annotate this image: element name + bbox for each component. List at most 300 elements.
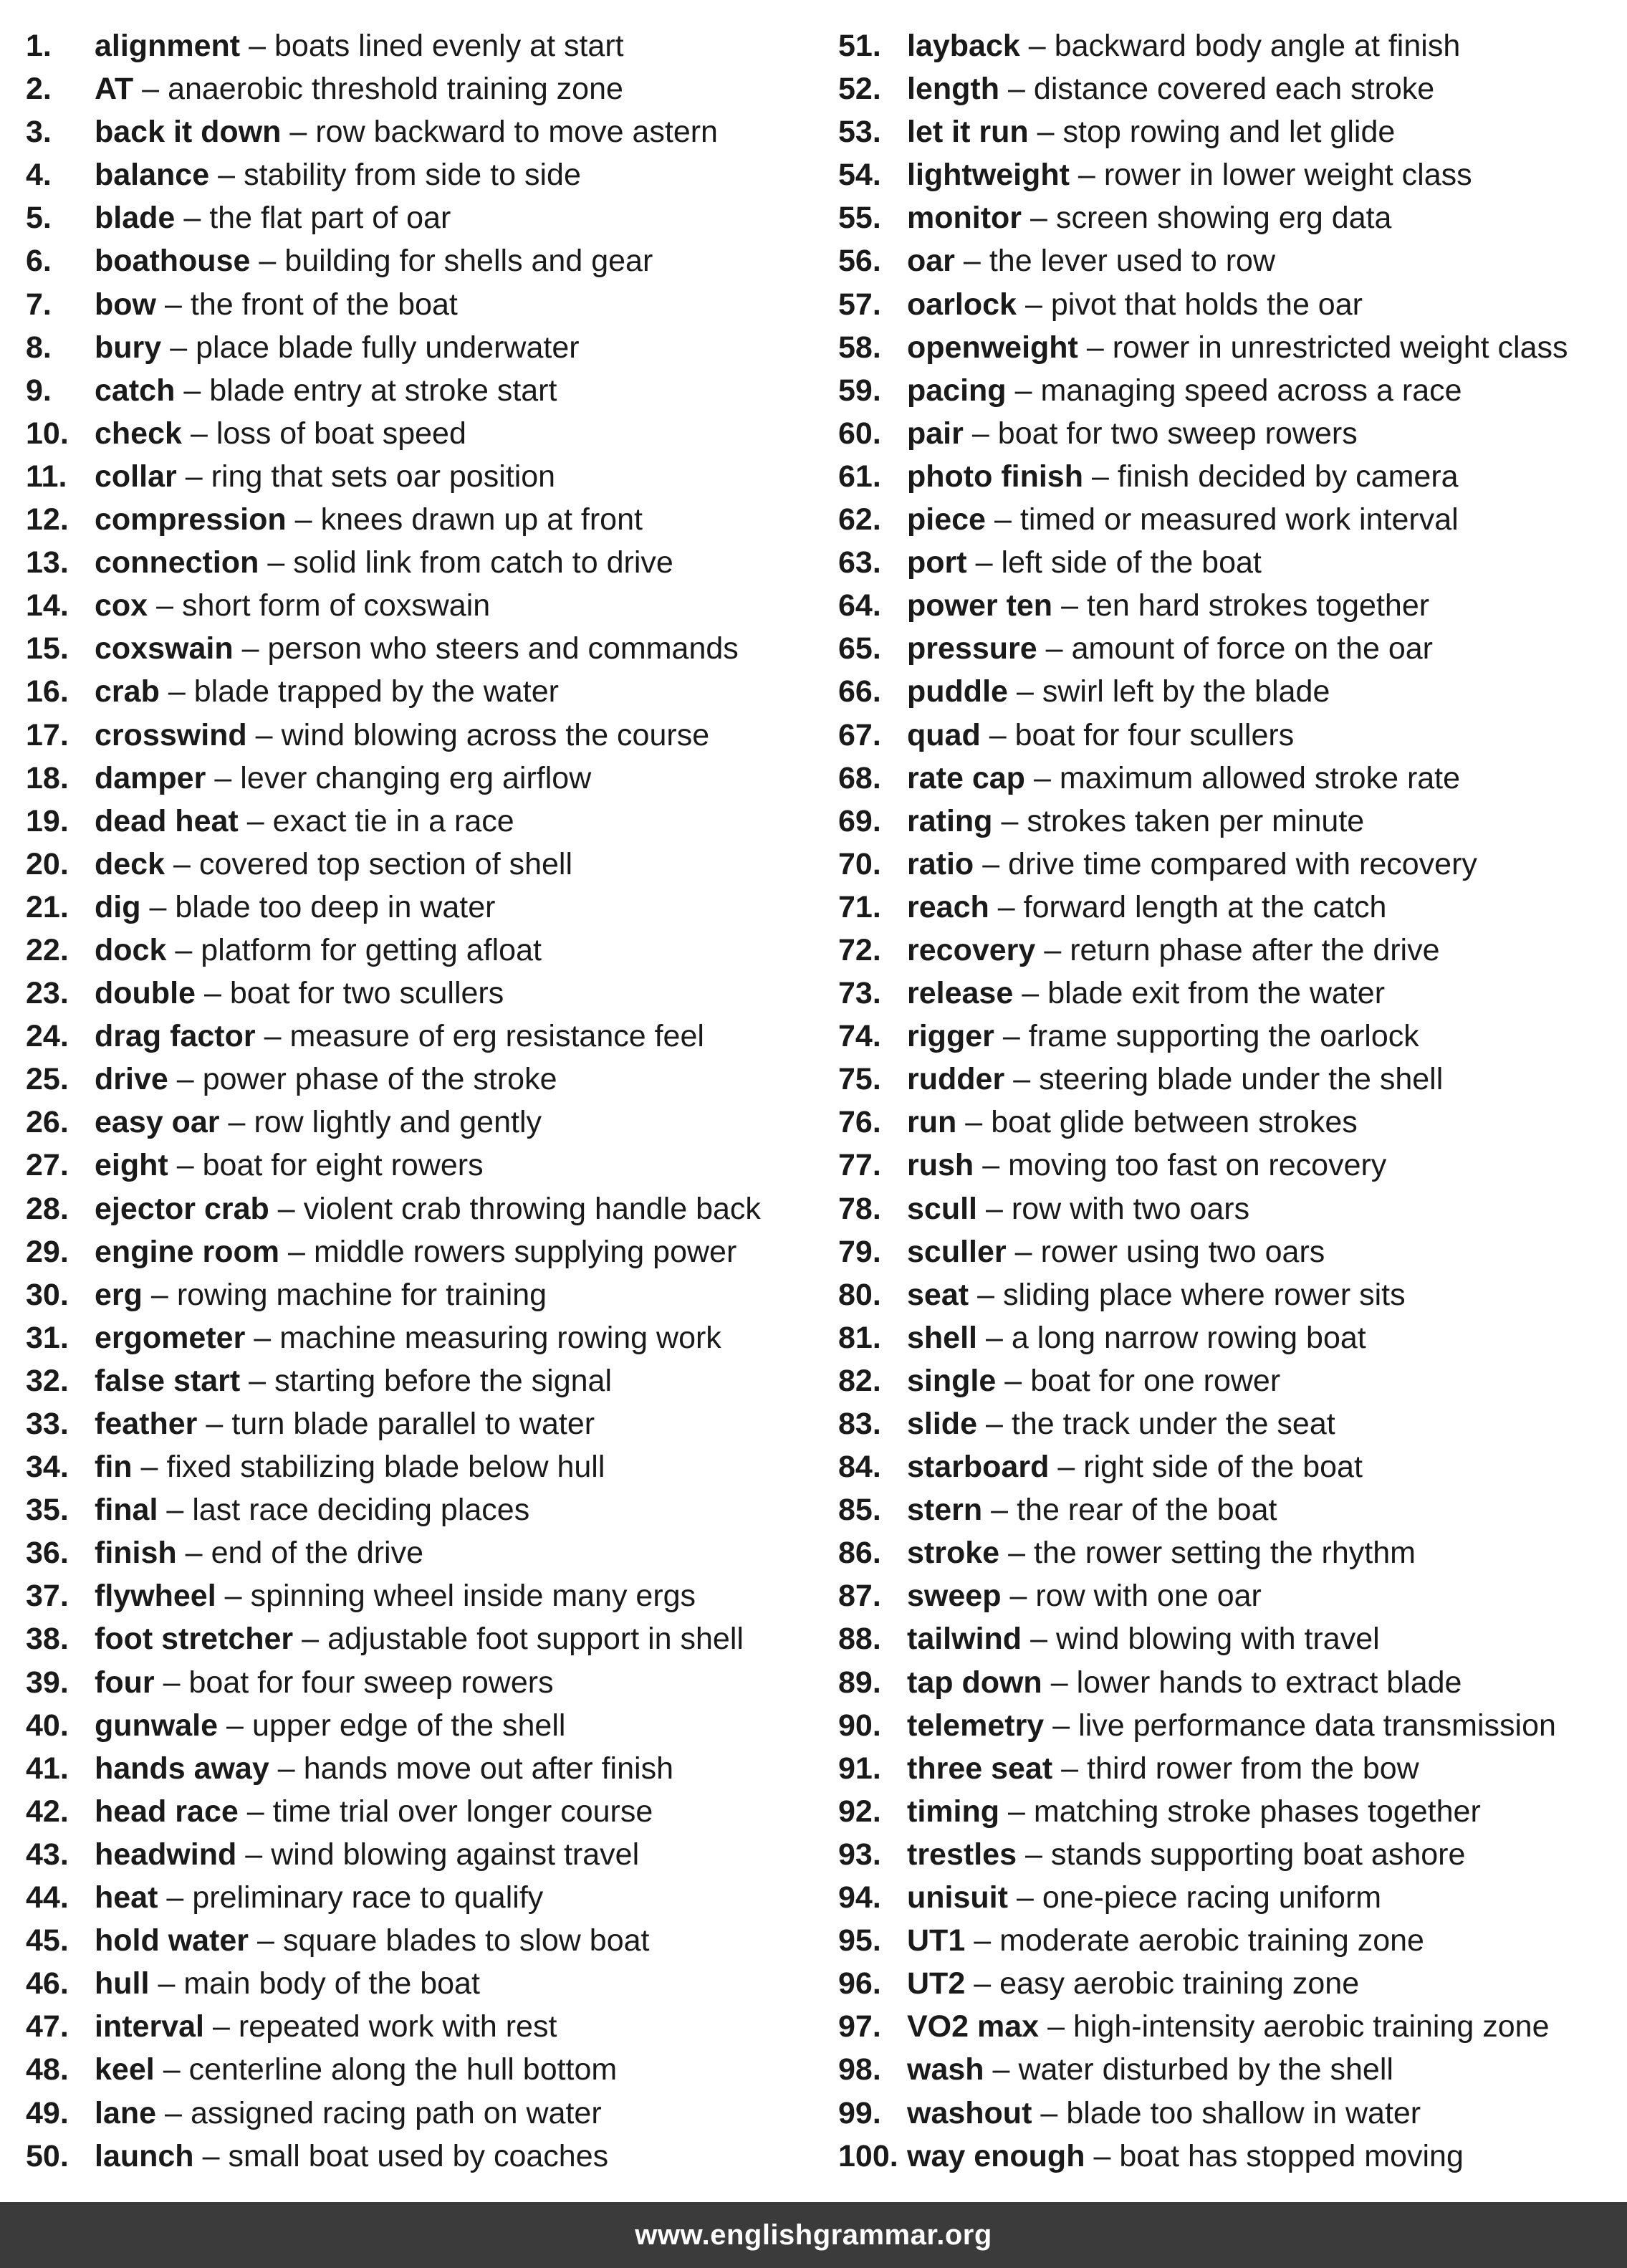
entry-separator: – xyxy=(1044,932,1062,967)
entry-separator: – xyxy=(1024,1837,1042,1872)
entry-number: 41. xyxy=(26,1751,69,1786)
entry-term: eight xyxy=(95,1148,168,1183)
glossary-entry xyxy=(838,670,1619,713)
glossary-entry xyxy=(838,239,1619,282)
entry-term: headwind xyxy=(95,1837,237,1872)
glossary-entry xyxy=(26,1230,828,1273)
glossary-entry xyxy=(26,1015,828,1058)
glossary-entry xyxy=(838,1661,1619,1704)
entry-separator: – xyxy=(986,1191,1003,1226)
entry-definition: machine measuring rowing work xyxy=(279,1320,721,1355)
entry-number: 26. xyxy=(26,1105,69,1140)
entry-term: double xyxy=(95,976,196,1011)
entry-term: layback xyxy=(907,29,1020,63)
entry-number: 98. xyxy=(838,2052,881,2087)
entry-number: 15. xyxy=(26,631,69,666)
entry-term: trestles xyxy=(907,1837,1017,1872)
entry-number: 62. xyxy=(838,502,881,537)
entry-term: tap down xyxy=(907,1665,1042,1700)
entry-number: 75. xyxy=(838,1062,881,1097)
entry-term: keel xyxy=(95,2052,155,2087)
entry-term: fin xyxy=(95,1450,133,1485)
entry-definition: ten hard strokes together xyxy=(1087,588,1430,623)
entry-definition: boat for four sweep rowers xyxy=(188,1665,554,1700)
entry-definition: left side of the boat xyxy=(1001,545,1262,580)
glossary-entry xyxy=(838,24,1619,67)
glossary-entry xyxy=(838,1876,1619,1919)
glossary-entry xyxy=(26,2005,828,2048)
entry-separator: – xyxy=(1033,760,1051,795)
glossary-entry xyxy=(26,67,828,110)
entry-separator: – xyxy=(255,717,273,752)
entry-term: tailwind xyxy=(907,1622,1022,1657)
entry-term: four xyxy=(95,1665,155,1700)
glossary-entry xyxy=(838,1101,1619,1144)
glossary-entry xyxy=(838,714,1619,757)
entry-number: 68. xyxy=(838,760,881,795)
glossary-entry xyxy=(838,1962,1619,2005)
entry-separator: – xyxy=(1045,631,1063,666)
entry-term: slide xyxy=(907,1407,977,1441)
entry-separator: – xyxy=(228,1105,246,1140)
entry-definition: amount of force on the oar xyxy=(1071,631,1433,666)
glossary-entry xyxy=(26,1531,828,1574)
entry-number: 2. xyxy=(26,72,52,107)
entry-term: final xyxy=(95,1493,158,1528)
entry-definition: anaerobic threshold training zone xyxy=(168,72,623,107)
entry-term: bow xyxy=(95,287,156,322)
glossary-entry xyxy=(838,1316,1619,1359)
entry-number: 5. xyxy=(26,201,52,236)
entry-definition: blade too deep in water xyxy=(175,889,496,924)
glossary-entry xyxy=(26,843,828,886)
entry-number: 16. xyxy=(26,674,69,709)
entry-number: 40. xyxy=(26,1708,69,1743)
entry-separator: – xyxy=(1013,1062,1031,1097)
entry-term: damper xyxy=(95,760,206,795)
entry-separator: – xyxy=(963,244,981,279)
entry-number: 25. xyxy=(26,1062,69,1097)
entry-term: oar xyxy=(907,244,955,279)
entry-number: 78. xyxy=(838,1191,881,1226)
entry-number: 99. xyxy=(838,2095,881,2130)
entry-definition: screen showing erg data xyxy=(1055,201,1392,236)
entry-separator: – xyxy=(1030,1622,1047,1657)
entry-number: 93. xyxy=(838,1837,881,1872)
entry-separator: – xyxy=(245,1837,263,1872)
glossary-entry xyxy=(26,1574,828,1617)
glossary-entry xyxy=(26,1962,828,2005)
entry-definition: building for shells and gear xyxy=(284,244,653,279)
entry-number: 35. xyxy=(26,1493,69,1528)
entry-definition: row lightly and gently xyxy=(254,1105,542,1140)
entry-number: 92. xyxy=(838,1794,881,1829)
entry-term: stern xyxy=(907,1493,983,1528)
glossary-entry xyxy=(838,757,1619,800)
entry-definition: backward body angle at finish xyxy=(1054,29,1461,63)
entry-number: 27. xyxy=(26,1148,69,1183)
entry-separator: – xyxy=(166,1880,184,1915)
entry-separator: – xyxy=(214,760,232,795)
entry-separator: – xyxy=(1024,287,1042,322)
entry-number: 45. xyxy=(26,1923,69,1958)
entry-term: feather xyxy=(95,1407,198,1441)
glossary-entry xyxy=(26,455,828,498)
entry-separator: – xyxy=(267,545,285,580)
entry-definition: managing speed across a race xyxy=(1040,373,1462,408)
entry-definition: time trial over longer course xyxy=(272,1794,653,1829)
glossary-entry xyxy=(26,1488,828,1531)
entry-number: 18. xyxy=(26,760,69,795)
glossary-entry xyxy=(838,1574,1619,1617)
entry-definition: person who steers and commands xyxy=(267,631,739,666)
entry-separator: – xyxy=(982,1148,1000,1183)
entry-separator: – xyxy=(1016,1880,1034,1915)
entry-separator: – xyxy=(1001,803,1019,838)
entry-term: length xyxy=(907,72,999,107)
entry-definition: row backward to move astern xyxy=(315,115,718,150)
entry-separator: – xyxy=(971,416,989,451)
entry-term: seat xyxy=(907,1277,969,1312)
entry-separator: – xyxy=(1092,459,1109,494)
entry-number: 11. xyxy=(26,459,67,494)
glossary-entry xyxy=(838,929,1619,972)
glossary-entry xyxy=(26,1273,828,1316)
entry-separator: – xyxy=(163,1665,181,1700)
entry-definition: centerline along the hull bottom xyxy=(188,2052,618,2087)
entry-definition: third rower from the bow xyxy=(1087,1751,1419,1786)
entry-term: coxswain xyxy=(95,631,234,666)
entry-term: scull xyxy=(907,1191,977,1226)
glossary-entry xyxy=(838,1015,1619,1058)
entry-separator: – xyxy=(254,1320,272,1355)
entry-definition: lower hands to extract blade xyxy=(1076,1665,1462,1700)
glossary-entry xyxy=(26,2135,828,2178)
entry-definition: boat for two sweep rowers xyxy=(997,416,1358,451)
entry-separator: – xyxy=(203,976,221,1011)
entry-separator: – xyxy=(212,2009,230,2044)
entry-term: rush xyxy=(907,1148,974,1183)
entry-number: 36. xyxy=(26,1536,69,1571)
glossary-entry xyxy=(26,1316,828,1359)
glossary-entry xyxy=(26,757,828,800)
entry-definition: platform for getting afloat xyxy=(201,932,542,967)
entry-term: crab xyxy=(95,674,160,709)
entry-term: boathouse xyxy=(95,244,251,279)
entry-definition: hands move out after finish xyxy=(303,1751,673,1786)
entry-separator: – xyxy=(1050,1665,1068,1700)
entry-separator: – xyxy=(142,72,160,107)
entry-definition: fixed stabilizing blade below hull xyxy=(166,1450,605,1485)
entry-separator: – xyxy=(1002,1019,1020,1054)
glossary-entry xyxy=(838,283,1619,326)
entry-term: timing xyxy=(907,1794,999,1829)
entry-term: sculler xyxy=(907,1234,1007,1269)
entry-separator: – xyxy=(1093,2138,1111,2173)
entry-separator: – xyxy=(982,846,1000,881)
entry-term: rudder xyxy=(907,1062,1005,1097)
entry-number: 72. xyxy=(838,932,881,967)
entry-term: rating xyxy=(907,803,993,838)
entry-term: hold water xyxy=(95,1923,249,1958)
entry-term: photo finish xyxy=(907,459,1083,494)
entry-separator: – xyxy=(175,932,193,967)
entry-separator: – xyxy=(190,416,208,451)
entry-separator: – xyxy=(164,287,182,322)
glossary-entry xyxy=(26,1359,828,1402)
entry-term: openweight xyxy=(907,330,1078,365)
entry-term: recovery xyxy=(907,932,1036,967)
entry-definition: matching stroke phases together xyxy=(1033,1794,1481,1829)
entry-number: 39. xyxy=(26,1665,69,1700)
glossary-entry xyxy=(838,326,1619,369)
glossary-entry xyxy=(26,1445,828,1488)
entry-definition: lever changing erg airflow xyxy=(240,760,592,795)
entry-definition: blade trapped by the water xyxy=(193,674,559,709)
entry-separator: – xyxy=(1028,29,1046,63)
glossary-entry xyxy=(26,196,828,239)
glossary-entry xyxy=(838,412,1619,455)
entry-term: back it down xyxy=(95,115,282,150)
entry-separator: – xyxy=(1086,330,1104,365)
entry-term: bury xyxy=(95,330,162,365)
entry-definition: steering blade under the shell xyxy=(1039,1062,1444,1097)
entry-separator: – xyxy=(1007,72,1025,107)
entry-term: UT2 xyxy=(907,1966,966,2001)
entry-number: 47. xyxy=(26,2009,69,2044)
entry-separator: – xyxy=(1037,115,1055,150)
entry-term: foot stretcher xyxy=(95,1622,294,1657)
entry-separator: – xyxy=(183,201,201,236)
entry-separator: – xyxy=(249,29,266,63)
entry-number: 43. xyxy=(26,1837,69,1872)
entry-separator: – xyxy=(149,889,167,924)
entry-definition: moving too fast on recovery xyxy=(1008,1148,1387,1183)
entry-separator: – xyxy=(1007,1794,1025,1829)
entry-definition: the track under the seat xyxy=(1011,1407,1335,1441)
glossary-entry xyxy=(26,1187,828,1230)
entry-number: 59. xyxy=(838,373,881,408)
entry-number: 10. xyxy=(26,416,69,451)
entry-number: 97. xyxy=(838,2009,881,2044)
entry-term: compression xyxy=(95,502,287,537)
entry-number: 44. xyxy=(26,1880,69,1915)
entry-term: finish xyxy=(95,1536,177,1571)
glossary-entry xyxy=(838,455,1619,498)
entry-definition: ring that sets oar position xyxy=(211,459,556,494)
entry-number: 88. xyxy=(838,1622,881,1657)
entry-separator: – xyxy=(140,1450,158,1485)
entry-definition: solid link from catch to drive xyxy=(293,545,673,580)
entry-number: 28. xyxy=(26,1191,69,1226)
entry-definition: the lever used to row xyxy=(989,244,1276,279)
glossary-entry xyxy=(838,2135,1619,2178)
entry-definition: small boat used by coaches xyxy=(228,2138,609,2173)
entry-definition: row with two oars xyxy=(1011,1191,1250,1226)
entry-definition: measure of erg resistance feel xyxy=(289,1019,704,1054)
glossary-entry xyxy=(26,541,828,584)
glossary-entry xyxy=(838,1790,1619,1833)
entry-number: 70. xyxy=(838,846,881,881)
entry-number: 79. xyxy=(838,1234,881,1269)
entry-separator: – xyxy=(1014,373,1032,408)
entry-term: pair xyxy=(907,416,964,451)
entry-number: 73. xyxy=(838,976,881,1011)
entry-definition: short form of coxswain xyxy=(182,588,491,623)
glossary-entry xyxy=(838,627,1619,670)
footer-url: www.englishgrammar.org xyxy=(635,2219,992,2251)
entry-term: rate cap xyxy=(907,760,1025,795)
entry-separator: – xyxy=(1009,1579,1027,1614)
entry-number: 100. xyxy=(838,2138,898,2173)
entry-term: wash xyxy=(907,2052,984,2087)
entry-definition: rower using two oars xyxy=(1040,1234,1325,1269)
entry-separator: – xyxy=(246,1794,264,1829)
entry-separator: – xyxy=(974,1966,992,2001)
entry-separator: – xyxy=(277,1191,295,1226)
glossary-entry xyxy=(26,929,828,972)
entry-definition: stop rowing and let glide xyxy=(1062,115,1396,150)
entry-term: lightweight xyxy=(907,158,1070,193)
glossary-entry xyxy=(838,67,1619,110)
entry-number: 77. xyxy=(838,1148,881,1183)
glossary-entry xyxy=(26,1919,828,1962)
glossary-entry xyxy=(26,800,828,843)
entry-definition: live performance data transmission xyxy=(1078,1708,1556,1743)
glossary-entry xyxy=(838,498,1619,541)
entry-separator: – xyxy=(1052,1708,1070,1743)
entry-term: VO2 max xyxy=(907,2009,1040,2044)
entry-number: 4. xyxy=(26,158,52,193)
entry-term: connection xyxy=(95,545,259,580)
entry-number: 51. xyxy=(838,29,881,63)
entry-number: 53. xyxy=(838,115,881,150)
entry-separator: – xyxy=(176,1148,194,1183)
entry-number: 56. xyxy=(838,244,881,279)
entry-definition: blade too shallow in water xyxy=(1066,2095,1421,2130)
glossary-entry xyxy=(838,584,1619,627)
entry-number: 71. xyxy=(838,889,881,924)
entry-term: single xyxy=(907,1363,997,1398)
entry-definition: boat for two scullers xyxy=(229,976,504,1011)
entry-definition: row with one oar xyxy=(1035,1579,1262,1614)
entry-number: 21. xyxy=(26,889,69,924)
entry-definition: water disturbed by the shell xyxy=(1018,2052,1393,2087)
glossary-entry xyxy=(26,1402,828,1445)
entry-number: 42. xyxy=(26,1794,69,1829)
entry-number: 8. xyxy=(26,330,52,365)
glossary-entry xyxy=(26,1747,828,1790)
glossary-entry xyxy=(838,1617,1619,1660)
glossary-entry xyxy=(838,1704,1619,1747)
entry-number: 9. xyxy=(26,373,52,408)
entry-term: check xyxy=(95,416,182,451)
entry-number: 29. xyxy=(26,1234,69,1269)
entry-number: 50. xyxy=(26,2138,69,2173)
entry-number: 60. xyxy=(838,416,881,451)
entry-definition: boat for one rower xyxy=(1030,1363,1281,1398)
entry-number: 31. xyxy=(26,1320,69,1355)
entry-definition: the rower setting the rhythm xyxy=(1034,1536,1416,1571)
glossary-entry xyxy=(838,1531,1619,1574)
entry-separator: – xyxy=(158,1966,176,2001)
entry-separator: – xyxy=(965,1105,983,1140)
glossary-entry xyxy=(26,886,828,929)
entry-number: 23. xyxy=(26,976,69,1011)
entry-separator: – xyxy=(173,846,191,881)
entry-number: 65. xyxy=(838,631,881,666)
entry-separator: – xyxy=(277,1751,295,1786)
glossary-entry xyxy=(26,498,828,541)
entry-definition: drive time compared with recovery xyxy=(1008,846,1477,881)
entry-number: 86. xyxy=(838,1536,881,1571)
entry-definition: one-piece racing uniform xyxy=(1042,1880,1382,1915)
entry-separator: – xyxy=(974,1923,992,1958)
entry-term: shell xyxy=(907,1320,977,1355)
entry-definition: rower in unrestricted weight class xyxy=(1112,330,1568,365)
entry-definition: wind blowing against travel xyxy=(271,1837,640,1872)
entry-separator: – xyxy=(1040,2095,1058,2130)
entry-definition: place blade fully underwater xyxy=(196,330,580,365)
entry-definition: main body of the boat xyxy=(183,1966,480,2001)
entry-number: 46. xyxy=(26,1966,69,2001)
glossary-entry xyxy=(838,1488,1619,1531)
entry-separator: – xyxy=(1057,1450,1075,1485)
entry-number: 19. xyxy=(26,803,69,838)
entry-number: 64. xyxy=(838,588,881,623)
entry-separator: – xyxy=(218,158,236,193)
entry-term: interval xyxy=(95,2009,204,2044)
entry-separator: – xyxy=(165,2095,182,2130)
entry-definition: easy aerobic training zone xyxy=(999,1966,1360,2001)
entry-term: dead heat xyxy=(95,803,239,838)
entry-term: AT xyxy=(95,72,134,107)
entry-separator: – xyxy=(156,588,174,623)
entry-separator: – xyxy=(977,1277,994,1312)
entry-number: 89. xyxy=(838,1665,881,1700)
entry-number: 87. xyxy=(838,1579,881,1614)
glossary-entry xyxy=(26,2048,828,2091)
entry-definition: square blades to slow boat xyxy=(282,1923,650,1958)
entry-definition: turn blade parallel to water xyxy=(231,1407,595,1441)
entry-number: 91. xyxy=(838,1751,881,1786)
entry-separator: – xyxy=(975,545,993,580)
entry-separator: – xyxy=(168,674,186,709)
entry-term: three seat xyxy=(907,1751,1053,1786)
entry-separator: – xyxy=(997,889,1015,924)
entry-definition: right side of the boat xyxy=(1083,1450,1363,1485)
entry-definition: knees drawn up at front xyxy=(320,502,643,537)
entry-definition: stability from side to side xyxy=(244,158,581,193)
entry-separator: – xyxy=(1030,201,1047,236)
entry-separator: – xyxy=(1047,2009,1065,2044)
glossary-entry xyxy=(838,1402,1619,1445)
entry-term: launch xyxy=(95,2138,194,2173)
entry-term: balance xyxy=(95,158,210,193)
entry-number: 57. xyxy=(838,287,881,322)
entry-number: 96. xyxy=(838,1966,881,2001)
entry-separator: – xyxy=(288,1234,305,1269)
glossary-entry xyxy=(838,541,1619,584)
glossary-entry xyxy=(26,1704,828,1747)
glossary-entry xyxy=(838,1144,1619,1187)
entry-separator: – xyxy=(989,717,1007,752)
glossary-entry xyxy=(838,196,1619,239)
entry-number: 3. xyxy=(26,115,52,150)
glossary-entry xyxy=(26,239,828,282)
entry-separator: – xyxy=(264,1019,282,1054)
entry-separator: – xyxy=(302,1622,320,1657)
